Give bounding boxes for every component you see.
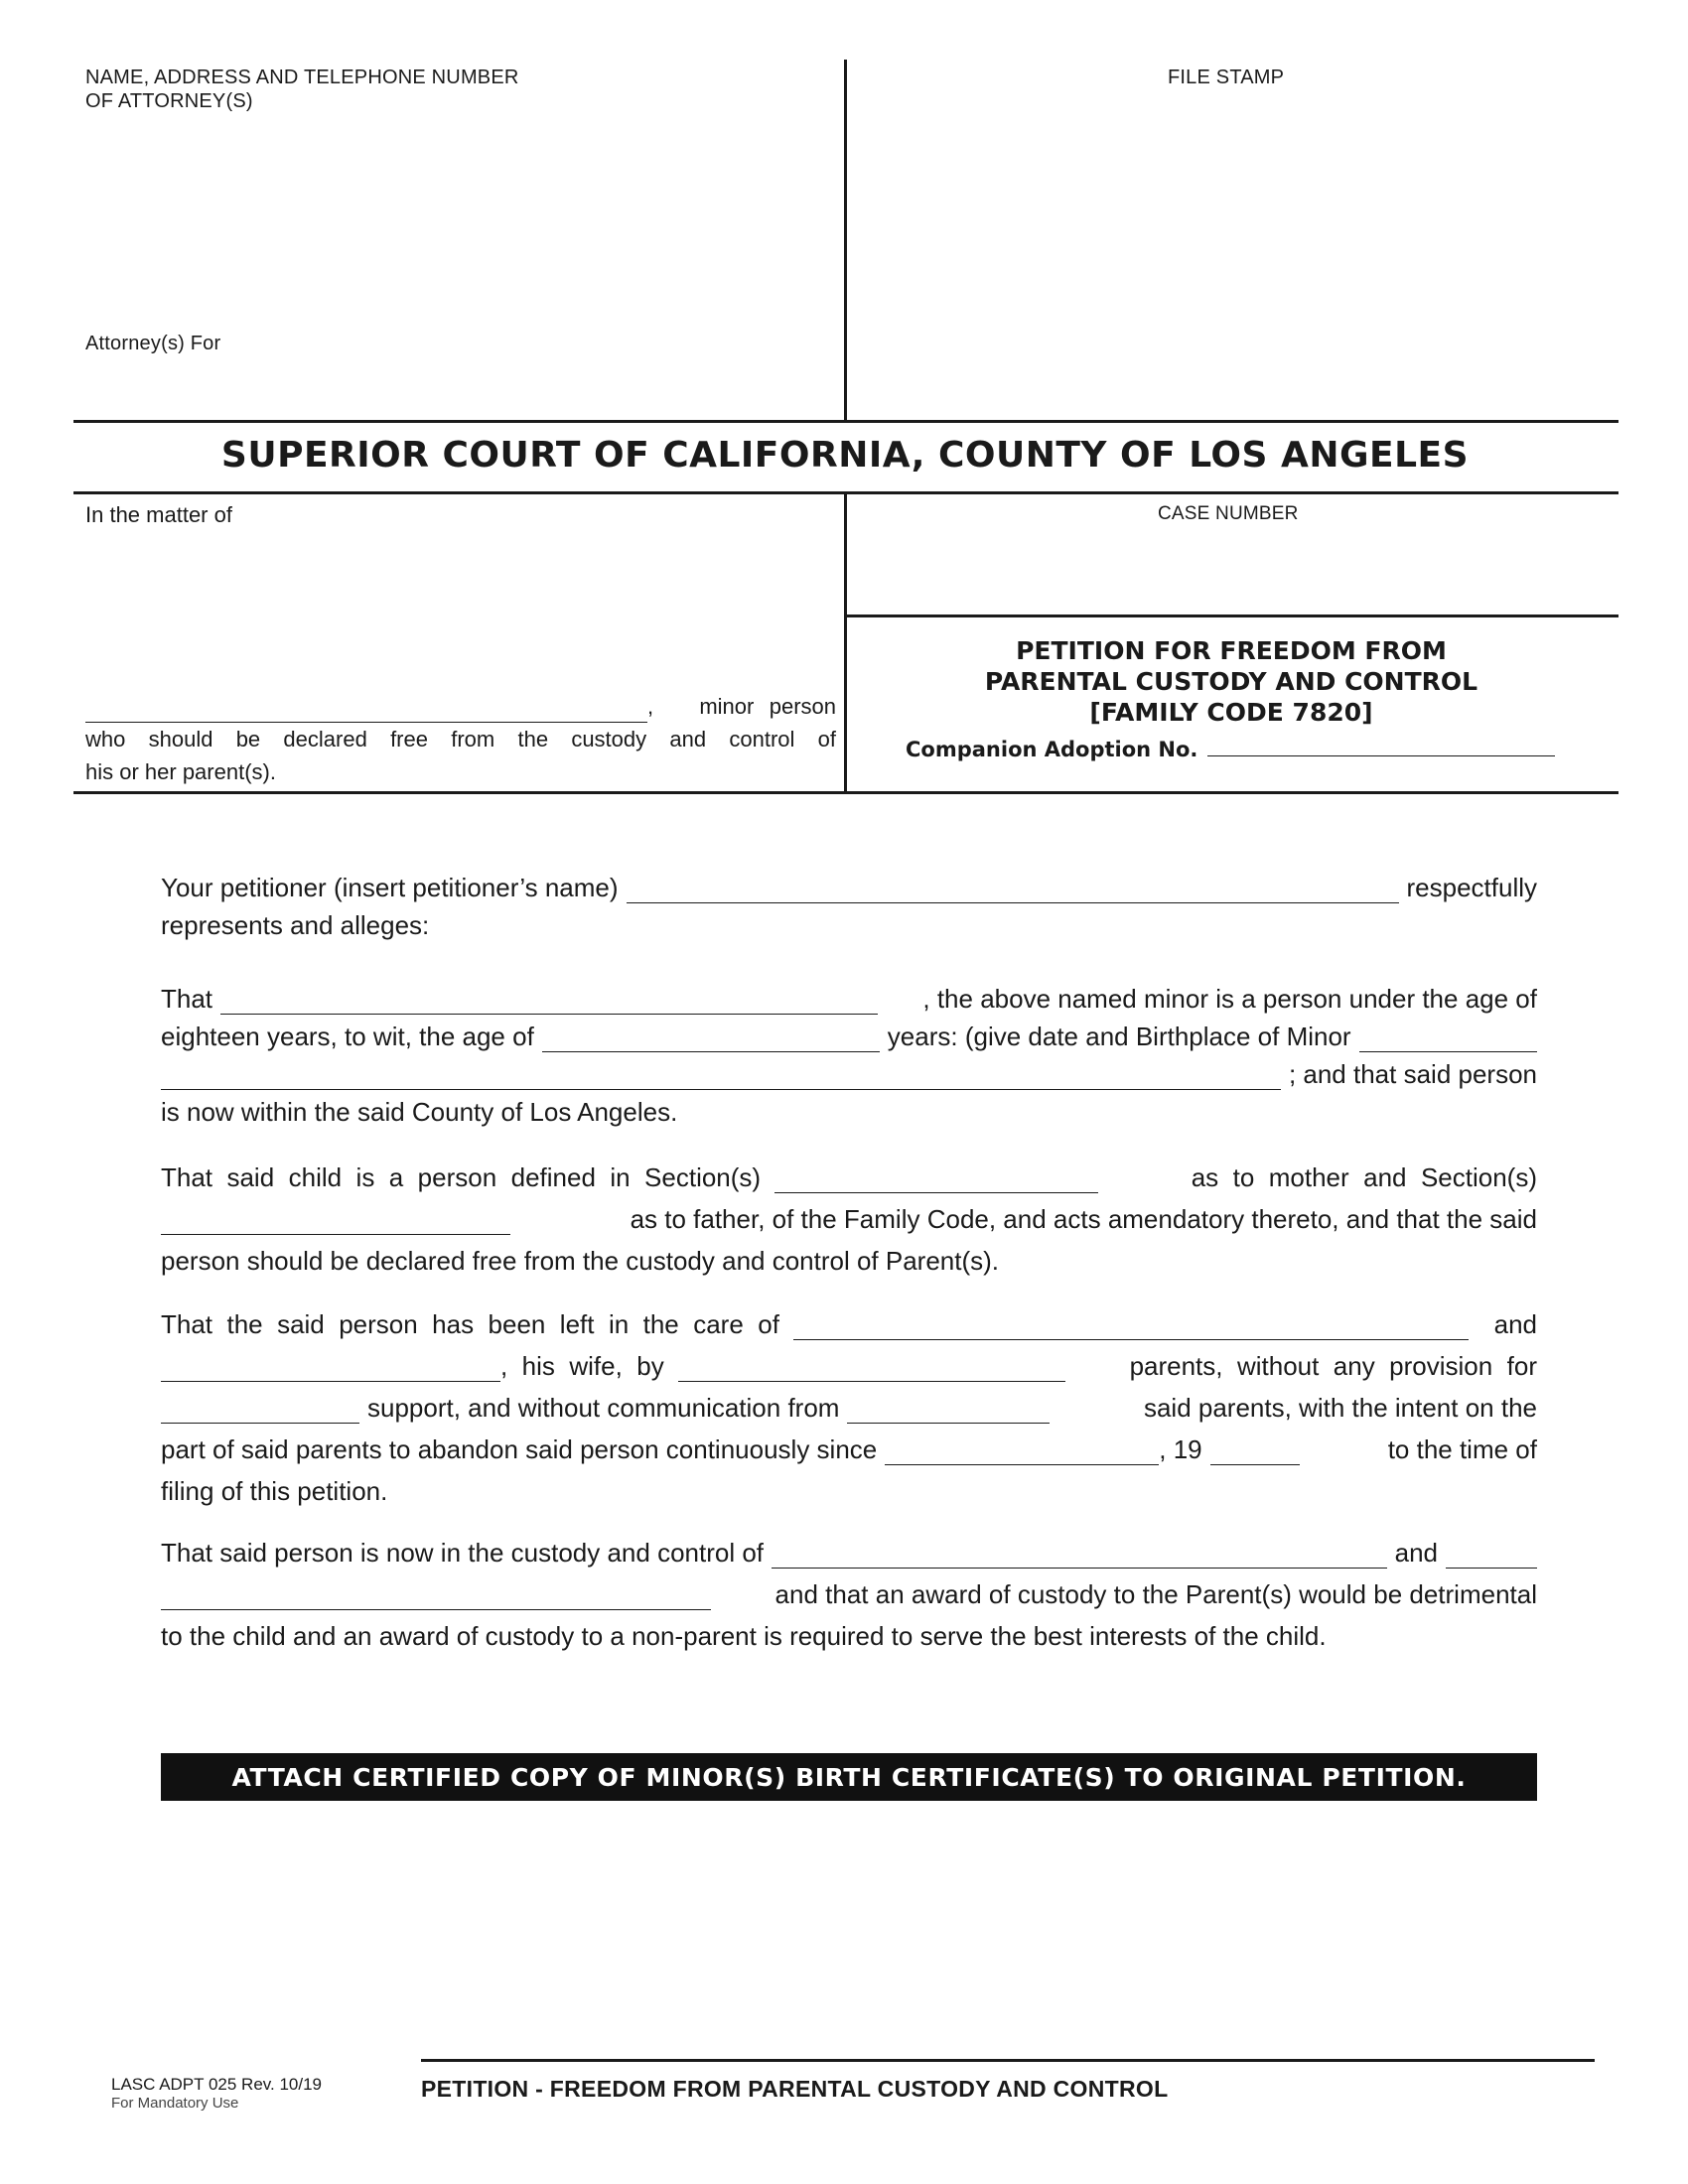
mother-section-field[interactable] [774,1164,1098,1193]
court-title: SUPERIOR COURT OF CALIFORNIA, COUNTY OF LOS ANGELES [220,435,1470,476]
rule-caption-bottom [73,791,1618,794]
petition-title-line2: PARENTAL CUSTODY AND CONTROL [984,667,1478,696]
p4-text-f: said parents, with the intent on the [1143,1393,1537,1423]
minor-name-row [85,690,836,723]
support-field[interactable] [161,1395,359,1424]
header-divider [844,60,847,422]
p3-text-c: as to father, of the Family Code, and acts amendatory thereto, and that the said [630,1204,1537,1234]
form-code: LASC ADPT 025 Rev. 10/19 [111,2075,322,2094]
p5-text-b: and [1394,1538,1438,1568]
footer-title: PETITION - FREEDOM FROM PARENTAL CUSTODY AND CONTROL [421,2076,1169,2102]
p3-text-a: That said child is a person defined in Section(s) [161,1162,762,1192]
footer-rule [421,2059,1595,2062]
paragraph-minor-age [161,977,1537,1128]
paragraph-abandonment [161,1298,1537,1507]
petition-title [844,635,1618,728]
birth-info-field-1[interactable] [1359,1024,1537,1052]
caregiver-name-field[interactable] [793,1311,1469,1340]
year-field[interactable] [1210,1436,1300,1465]
paragraph-custody [161,1527,1537,1652]
p4-text-d: parents, without any provision for [1129,1351,1537,1381]
minor-name-field[interactable] [85,696,647,723]
minor-person-text: , minor person [647,694,836,719]
p5-text-c: and that an award of custody to the Parent(s) would be detrimental [774,1579,1537,1609]
petition-title-line3: [FAMILY CODE 7820] [1089,698,1373,727]
minor-name-field-2[interactable] [220,986,878,1015]
birth-info-field-2[interactable] [161,1061,1281,1090]
p1-text-c: represents and alleges: [161,910,430,940]
attorney-info-label [85,66,519,113]
p3-text-b: as to mother and Section(s) [1191,1162,1537,1192]
p2-text-c: eighteen years, to wit, the age of [161,1022,534,1051]
custodian-name-field-2[interactable] [1446,1540,1537,1569]
caption-line3: his or her parent(s). [85,759,276,784]
paragraph-petitioner [161,866,1537,941]
p2-text-e: ; and that said person [1288,1059,1537,1089]
p2-text-a: That [161,984,213,1014]
rule-top [73,420,1618,423]
p1-text-b: respectfully [1406,873,1537,902]
p1-text-a: Your petitioner (insert petitioner’s name) [161,873,619,902]
since-date-field[interactable] [885,1436,1159,1465]
father-section-field[interactable] [161,1206,510,1235]
birth-certificate-banner: ATTACH CERTIFIED COPY OF MINOR(S) BIRTH CERTIFICATE(S) TO ORIGINAL PETITION. [161,1753,1537,1801]
companion-adoption-label: Companion Adoption No. [906,738,1198,761]
communication-field[interactable] [847,1395,1050,1424]
attorney-for-label: Attorney(s) For [85,333,221,354]
p2-text-f: is now within the said County of Los Angeles. [161,1097,678,1127]
mandatory-use-note: For Mandatory Use [111,2095,239,2112]
p4-text-a: That the said person has been left in the care of [161,1309,779,1339]
custodian-name-field-1[interactable] [772,1540,1387,1569]
p5-text-a: That said person is now in the custody and control of [161,1538,765,1568]
paragraph-section [161,1152,1537,1277]
petition-title-line1: PETITION FOR FREEDOM FROM [1016,636,1447,665]
by-field[interactable] [678,1353,1065,1382]
minor-caption-block [85,690,836,788]
petitioner-name-field[interactable] [627,875,1399,903]
p4-text-i: to the time of [1387,1434,1537,1464]
companion-adoption-row [906,738,1555,761]
p4-text-e: support, and without communication from [367,1393,840,1423]
companion-adoption-field[interactable] [1207,742,1555,756]
p2-text-d: years: (give date and Birthplace of Minor [887,1022,1351,1051]
case-number-rule [846,614,1618,617]
attorney-label-line1: NAME, ADDRESS AND TELEPHONE NUMBER [85,67,519,88]
p2-text-b: , the above named minor is a person under the age of [922,984,1537,1014]
p5-text-d: to the child and an award of custody to a non-parent is required to serve the best interests of the child. [161,1621,1327,1651]
p4-text-c: , his wife, by [500,1351,664,1381]
p4-text-h: , 19 [1159,1434,1202,1464]
caption-line2: who should be declared free from the custody and control of [85,727,836,751]
p4-text-j: filing of this petition. [161,1476,388,1506]
custodian-name-field-3[interactable] [161,1581,711,1610]
p4-text-g: part of said parents to abandon said person continuously since [161,1434,878,1464]
case-number-field[interactable] [864,524,1599,608]
attorney-label-line2: OF ATTORNEY(S) [85,90,253,112]
p3-text-d: person should be declared free from the custody and control of Parent(s). [161,1246,1000,1276]
p4-text-b: and [1493,1309,1537,1339]
case-number-label: CASE NUMBER [1158,503,1299,524]
wife-name-field[interactable] [161,1353,500,1382]
file-stamp-label: FILE STAMP [1168,67,1285,88]
in-the-matter-of: In the matter of [85,502,232,527]
minor-age-field[interactable] [542,1024,880,1052]
